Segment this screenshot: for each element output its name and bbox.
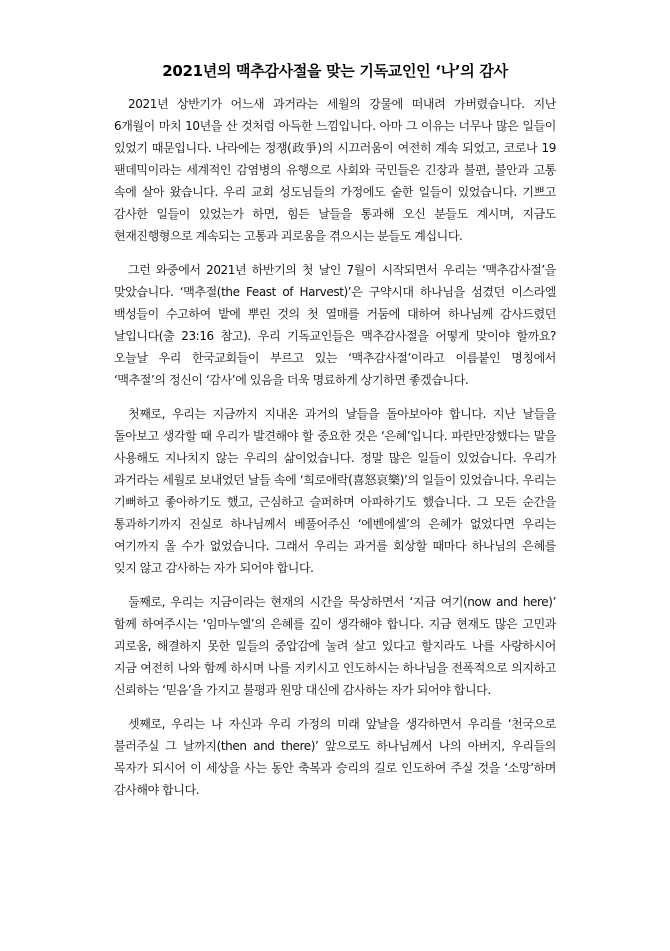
paragraph-intro: 2021년 상반기가 어느새 과거라는 세월의 강물에 떠내려 가버렸습니다. 지난 6개월이 마치 10년을 산 것처럼 아득한 느낌입니다. 아마 그 이유는 너무나 많은 일들이 있었기 때문입니다. 나라에는 정쟁(政爭)의 시끄러움이 여전히 계속 되었고, 코로나 19 팬데믹이라는 세계적인 감염병의 유행으로 사회와 국민들은 긴장과 불편, 불안과 고통 속에 살아 왔습니다. 우리 교회 성도님들의 가정에도 숱한 일들이 있었습니다. 기쁘고 감사한 일들이 있었는가 하면, 힘든 날들을 통과해 오신 분들도 계시며, 지금도 현재진행형으로 계속되는 고통과 괴로움을 겪으시는 분들도 계십니다. [114,97,556,243]
paragraph-harvest-feast: 그런 와중에서 2021년 하반기의 첫 날인 7월이 시작되면서 우리는 ‘맥추감사절’을 맞았습니다. ‘맥추절(the Feast of Harvest)’은 구약시대 하나님을 섬겼던 이스라엘 백성들이 수고하여 밭에 뿌린 것의 첫 열매를 거둠에 대하여 하나님께 감사드렸던 날입니다(출 23:16 참고). 우리 기독교인들은 맥추감사절을 어떻게 맞이야 할까요? 오늘날 우리 한국교회들이 부르고 있는 ‘맥추감사절’이라고 이름붙인 명칭에서 ‘맥추절’의 정신이 ‘감사’에 있음을 더욱 명료하게 상기하면 좋겠습니다. [114,263,556,387]
paragraph-second-present: 둘째로, 우리는 지금이라는 현재의 시간을 묵상하면서 ‘지금 여기(now and here)’ 함께 하여주시는 ‘임마누엘’의 은혜를 깊이 생각해야 합니다. 지금 현재도 많은 고민과 괴로움, 해결하지 못한 일들의 중압감에 눌려 살고 있다고 할지라도 나를 사랑하시어 지금 여전히 나와 함께 하시며 나를 지키시고 인도하시는 하나님을 전폭적으로 의지하고 신뢰하는 ‘믿음’을 가지고 불평과 원망 대신에 감사하는 자가 되어야 합니다. [114,595,556,697]
document-title: 2021년의 맥추감사절을 맞는 기독교인인 ‘나’의 감사 [162,62,508,80]
paragraph-first-past: 첫째로, 우리는 지금까지 지내온 과거의 날들을 돌아보아야 합니다. 지난 날들을 돌아보고 생각할 때 우리가 발견해야 할 중요한 것은 ‘은혜’입니다. 파란만장했다는 말을 사용해도 지나치지 않는 우리의 삶이었습니다. 정말 많은 일들이 있었습니다. 우리가 과거라는 세월로 보내었던 날들 속에 ‘희로애락(喜怒哀樂)’의 일들이 있었습니다. 우리는 기뻐하고 좋아하기도 했고, 근심하고 슬퍼하며 아파하기도 했습니다. 그 모든 순간을 통과하기까지 진실로 하나님께서 베풀어주신 ‘에벤에셀’의 은혜가 없었다면 우리는 여기까지 올 수가 없었습니다. 그래서 우리는 과거를 회상할 때마다 하나님의 은혜를 잊지 않고 감사하는 자가 되어야 합니다. [114,407,556,575]
paragraph-third-future: 셋째로, 우리는 나 자신과 우리 가정의 미래 앞날을 생각하면서 우리를 ‘천국으로 불러주실 그 날까지(then and there)’ 앞으로도 하나님께서 나의 아버지, 우리들의 목자가 되시어 이 세상을 사는 동안 축복과 승리의 길로 인도하여 주실 것을 ‘소망’하며 감사해야 합니다. [114,717,556,797]
document-body [114,93,556,813]
